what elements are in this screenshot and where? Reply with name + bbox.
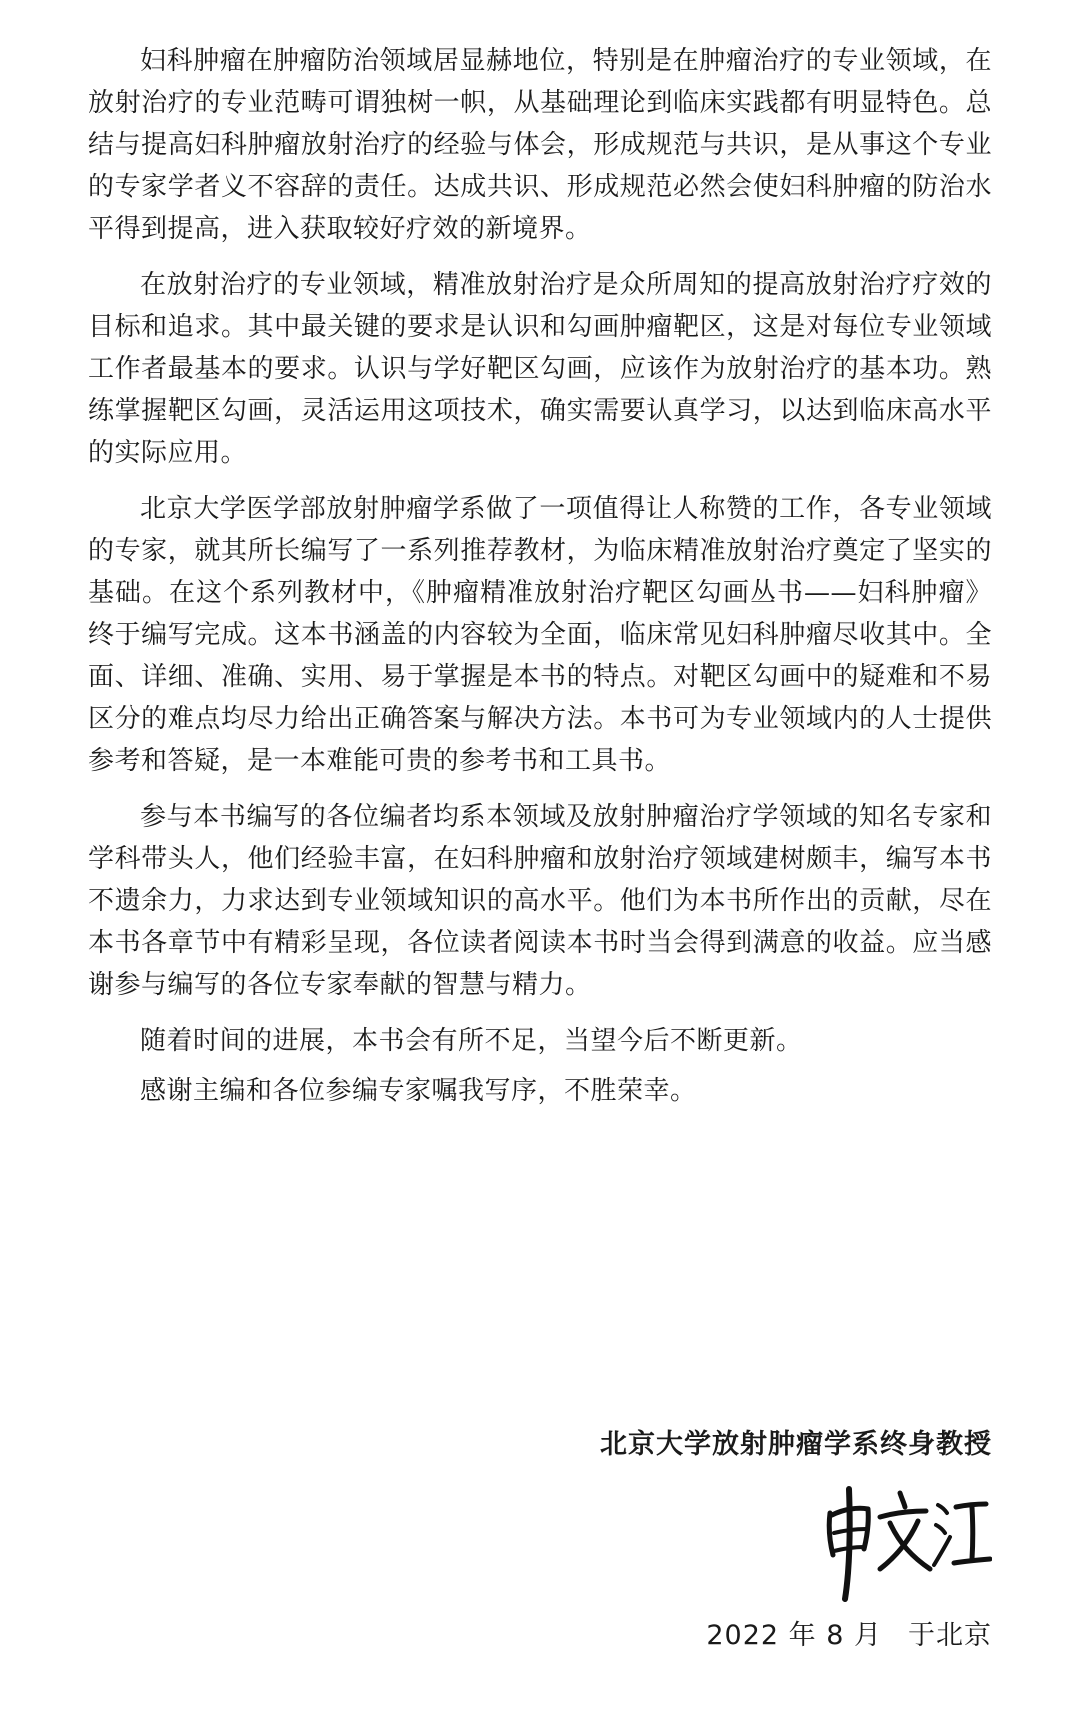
signoff-block bbox=[600, 1425, 992, 1656]
author-affiliation: 北京大学放射肿瘤学系终身教授 bbox=[600, 1429, 992, 1460]
paragraph-2: 在放射治疗的专业领域，精准放射治疗是众所周知的提高放射治疗疗效的目标和追求。其中最关键的要求是认识和勾画肿瘤靶区，这是对每位专业领域工作者最基本的要求。认识与学好靶区勾画，应该作为放射治疗的基本功。熟练掌握靶区勾画，灵活运用这项技术，确实需要认真学习，以达到临床高水平的实际应用。 bbox=[88, 270, 992, 468]
paragraph-4: 参与本书编写的各位编者均系本领域及放射肿瘤治疗学领域的知名专家和学科带头人，他们经验丰富，在妇科肿瘤和放射治疗领域建树颇丰，编写本书不遗余力，力求达到专业领域知识的高水平。他们为本书所作出的贡献，尽在本书各章节中有精彩呈现，各位读者阅读本书时当会得到满意的收益。应当感谢参与编写的各位专家奉献的智慧与精力。 bbox=[88, 802, 992, 1000]
preface-place: 于北京 bbox=[908, 1620, 992, 1651]
paragraph-6: 感谢主编和各位参编专家嘱我写序，不胜荣幸。 bbox=[140, 1076, 697, 1106]
preface-date: 2022 年 8 月 bbox=[706, 1620, 882, 1651]
date-line bbox=[600, 1616, 992, 1656]
paragraph-3: 北京大学医学部放射肿瘤学系做了一项值得让人称赞的工作，各专业领域的专家，就其所长编写了一系列推荐教材，为临床精准放射治疗奠定了坚实的基础。在这个系列教材中，《肿瘤精准放射治疗靶区勾画丛书——妇科肿瘤》终于编写完成。这本书涵盖的内容较为全面，临床常见妇科肿瘤尽收其中。全面、详细、准确、实用、易于掌握是本书的特点。对靶区勾画中的疑难和不易区分的难点均尽力给出正确答案与解决方法。本书可为专业领域内的人士提供参考和答疑，是一本难能可贵的参考书和工具书。 bbox=[88, 494, 992, 776]
paragraph-5: 随着时间的进展，本书会有所不足，当望今后不断更新。 bbox=[140, 1026, 803, 1056]
preface-body bbox=[88, 40, 992, 1120]
paragraph-1: 妇科肿瘤在肿瘤防治领域居显赫地位，特别是在肿瘤治疗的专业领域，在放射治疗的专业范畴可谓独树一帜，从基础理论到临床实践都有明显特色。总结与提高妇科肿瘤放射治疗的经验与体会，形成规范与共识，是从事这个专业的专家学者义不容辞的责任。达成共识、形成规范必然会使妇科肿瘤的防治水平得到提高，进入获取较好疗效的新境界。 bbox=[88, 46, 992, 244]
handwritten-signature bbox=[812, 1477, 992, 1602]
